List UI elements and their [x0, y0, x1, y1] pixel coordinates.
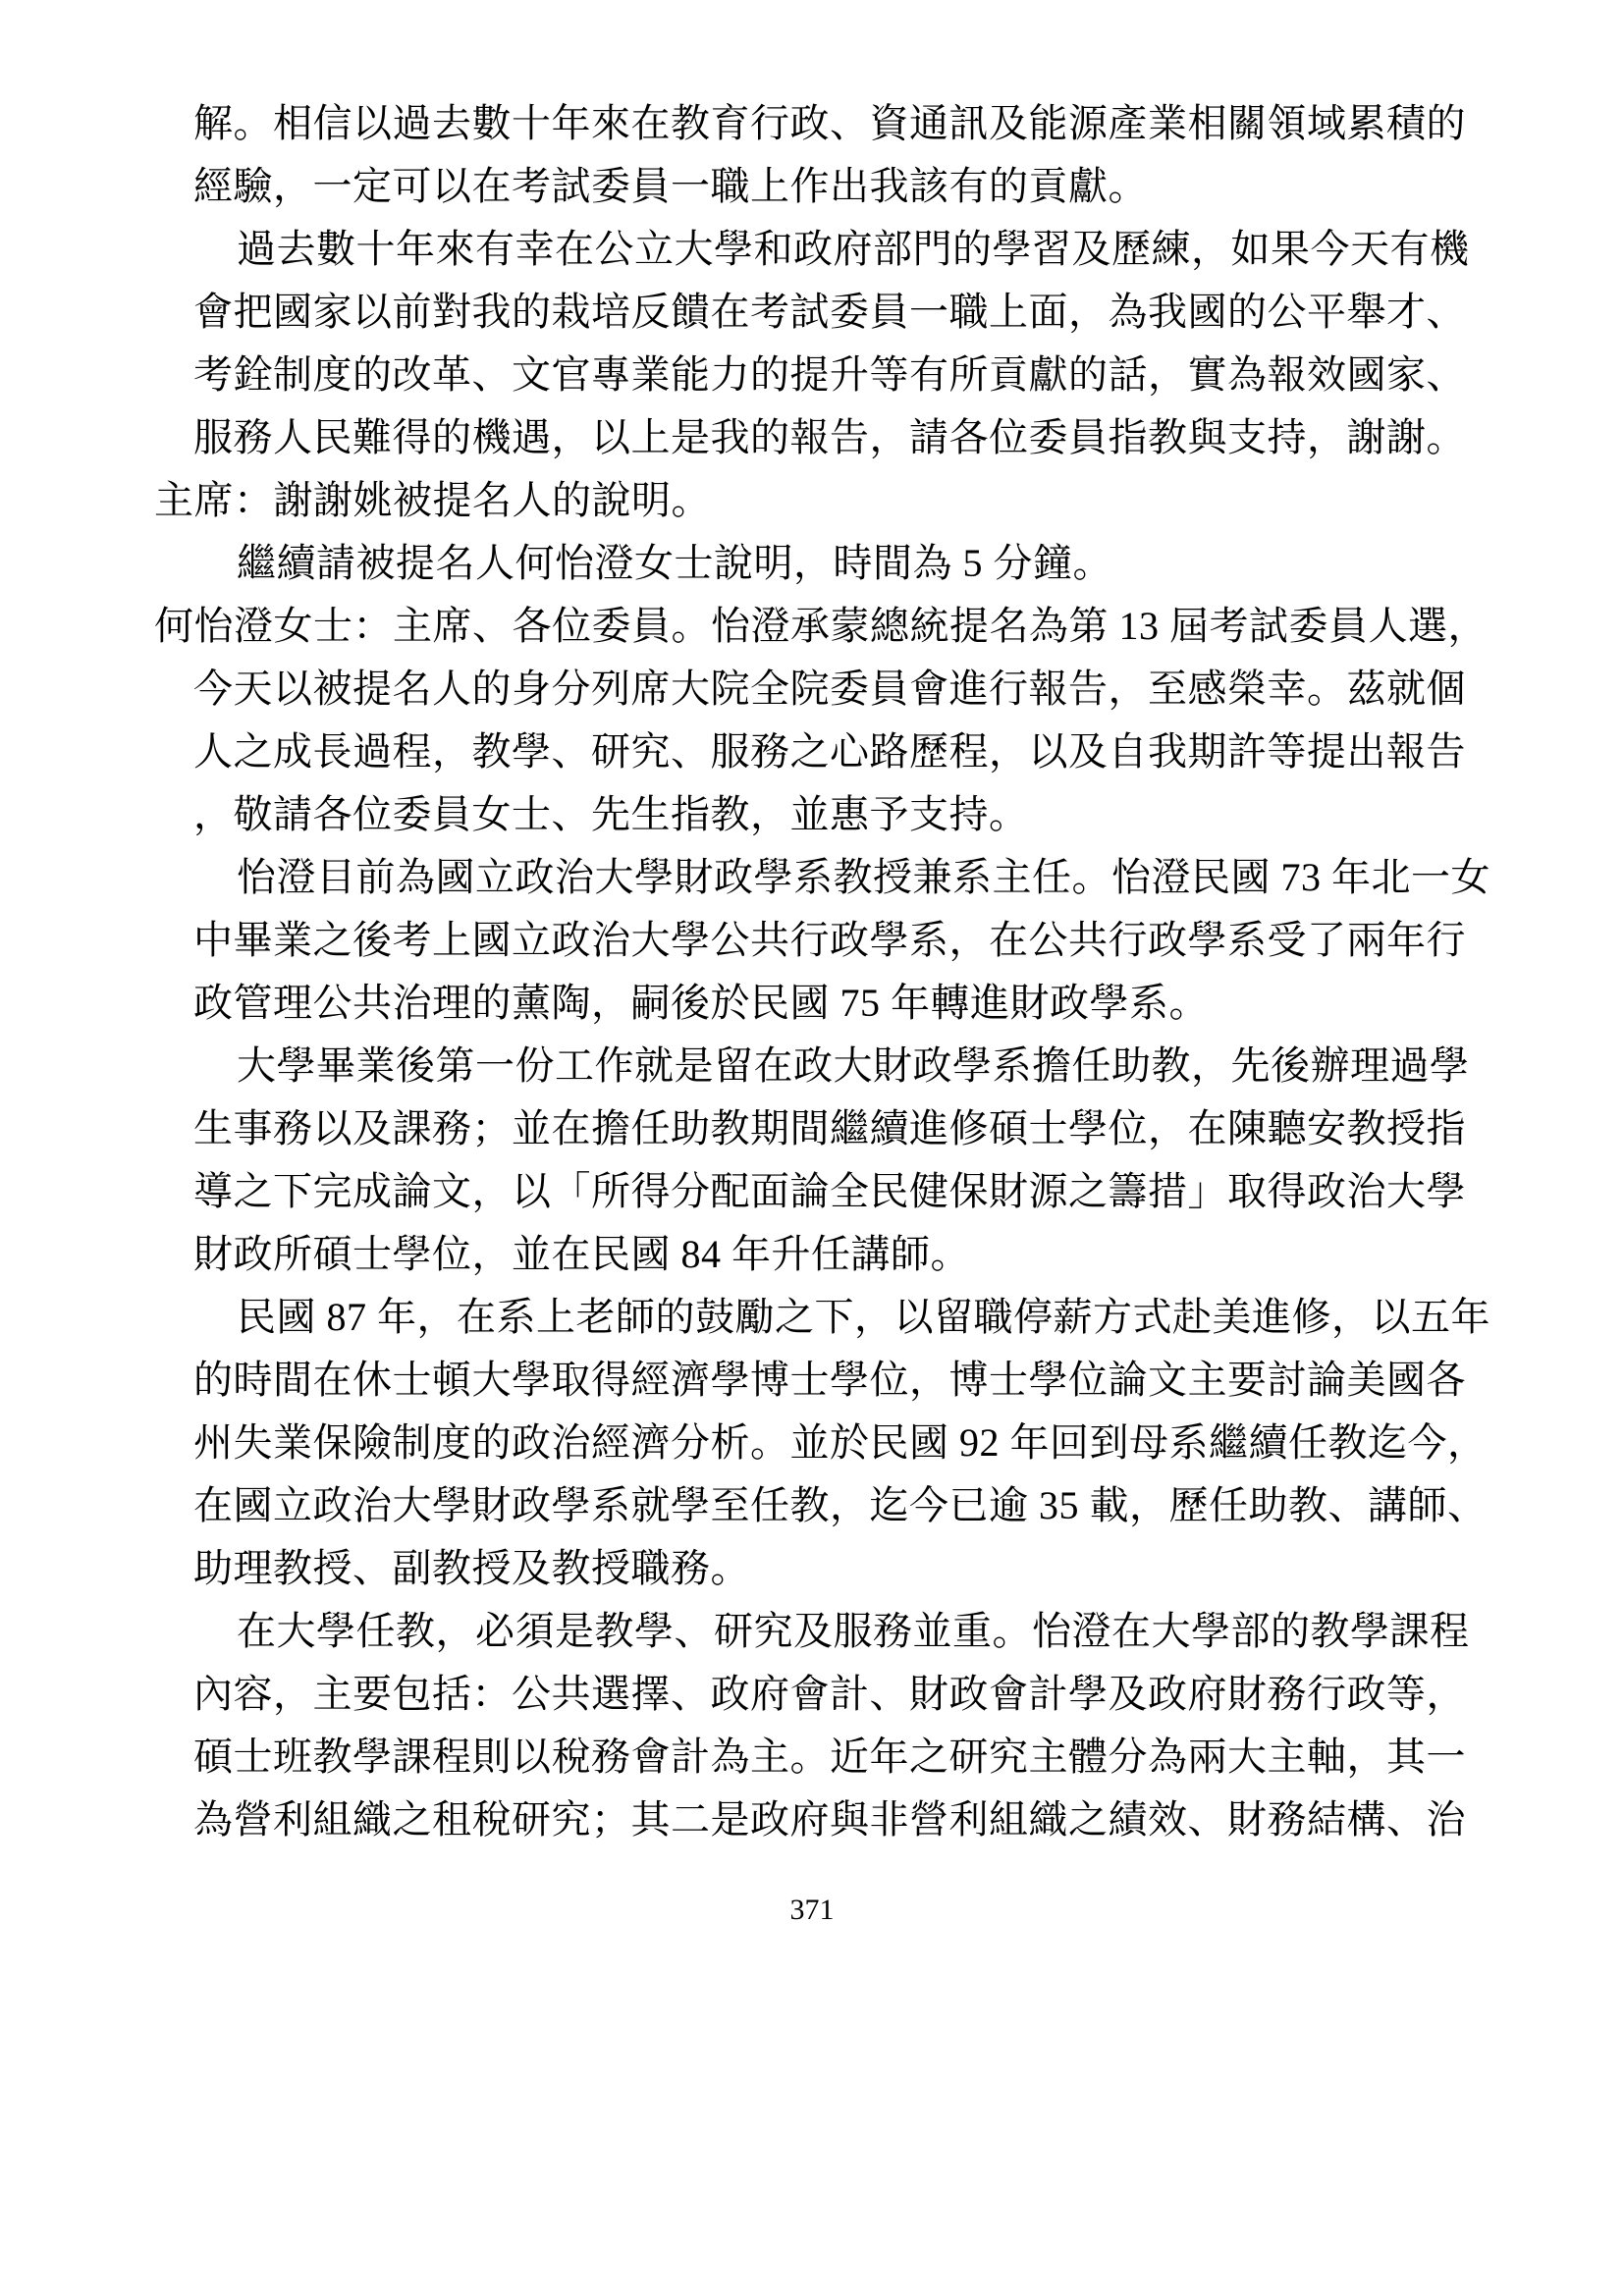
text-line: 考銓制度的改革、文官專業能力的提升等有所貢獻的話，實為報效國家、: [193, 352, 1466, 397]
text-line: 服務人民難得的機遇，以上是我的報告，請各位委員指教與支持，謝謝。: [193, 415, 1466, 459]
text-line: 為營利組織之租稅研究；其二是政府與非營利組織之績效、財務結構、治: [193, 1797, 1466, 1842]
text-line: 中畢業之後考上國立政治大學公共行政學系，在公共行政學系受了兩年行: [193, 918, 1466, 962]
transcript-text: [154, 92, 1490, 1851]
text-line: 經驗，一定可以在考試委員一職上作出我該有的貢獻。: [193, 164, 1148, 208]
text-line: 過去數十年來有幸在公立大學和政府部門的學習及歷練，如果今天有機: [237, 227, 1470, 271]
text-line: 政管理公共治理的薰陶，嗣後於民國 75 年轉進財政學系。: [193, 981, 1209, 1025]
text-line: 導之下完成論文，以「所得分配面論全民健保財源之籌措」取得政治大學: [193, 1169, 1466, 1213]
text-line: 在國立政治大學財政學系就學至任教，迄今已逾 35 載，歷任助教、講師、: [193, 1483, 1488, 1527]
text-line: 州失業保險制度的政治經濟分析。並於民國 92 年回到母系繼續任教迄今，: [193, 1420, 1488, 1465]
text-line: 今天以被提名人的身分列席大院全院委員會進行報告，至感榮幸。茲就個: [193, 667, 1466, 711]
text-line: 的時間在休士頓大學取得經濟學博士學位，博士學位論文主要討論美國各: [193, 1358, 1466, 1402]
text-line: 在大學任教，必須是教學、研究及服務並重。怡澄在大學部的教學課程: [237, 1609, 1470, 1653]
text-line: 生事務以及課務；並在擔任助教期間繼續進修碩士學位，在陳聽安教授指: [193, 1106, 1466, 1150]
text-line: 助理教授、副教授及教授職務。: [193, 1546, 750, 1590]
text-line: 繼續請被提名人何怡澄女士說明，時間為 5 分鐘。: [237, 541, 1112, 585]
text-line: 碩士班教學課程則以稅務會計為主。近年之研究主體分為兩大主軸，其一: [193, 1735, 1466, 1779]
text-line: 大學畢業後第一份工作就是留在政大財政學系擔任助教，先後辦理過學: [237, 1043, 1470, 1088]
text-line: 怡澄目前為國立政治大學財政學系教授兼系主任。怡澄民國 73 年北一女: [237, 855, 1490, 899]
text-line: 財政所碩士學位，並在民國 84 年升任講師。: [193, 1232, 970, 1276]
text-line: 何怡澄女士：主席、各位委員。怡澄承蒙總統提名為第 13 屆考試委員人選，: [154, 604, 1488, 648]
text-line: 人之成長過程，教學、研究、服務之心路歷程，以及自我期許等提出報告: [193, 729, 1466, 774]
text-line: ，敬請各位委員女士、先生指教，並惠予支持。: [193, 792, 1029, 836]
text-line: 解。相信以過去數十年來在教育行政、資通訊及能源產業相關領域累積的: [193, 101, 1466, 145]
text-line: 主席：謝謝姚被提名人的說明。: [154, 478, 711, 522]
text-line: 民國 87 年，在系上老師的鼓勵之下，以留職停薪方式赴美進修，以五年: [237, 1295, 1490, 1339]
page-number: 371: [789, 1894, 835, 1926]
text-line: 會把國家以前對我的栽培反饋在考試委員一職上面，為我國的公平舉才、: [193, 290, 1466, 334]
text-line: 內容，主要包括：公共選擇、政府會計、財政會計學及政府財務行政等，: [193, 1672, 1466, 1716]
